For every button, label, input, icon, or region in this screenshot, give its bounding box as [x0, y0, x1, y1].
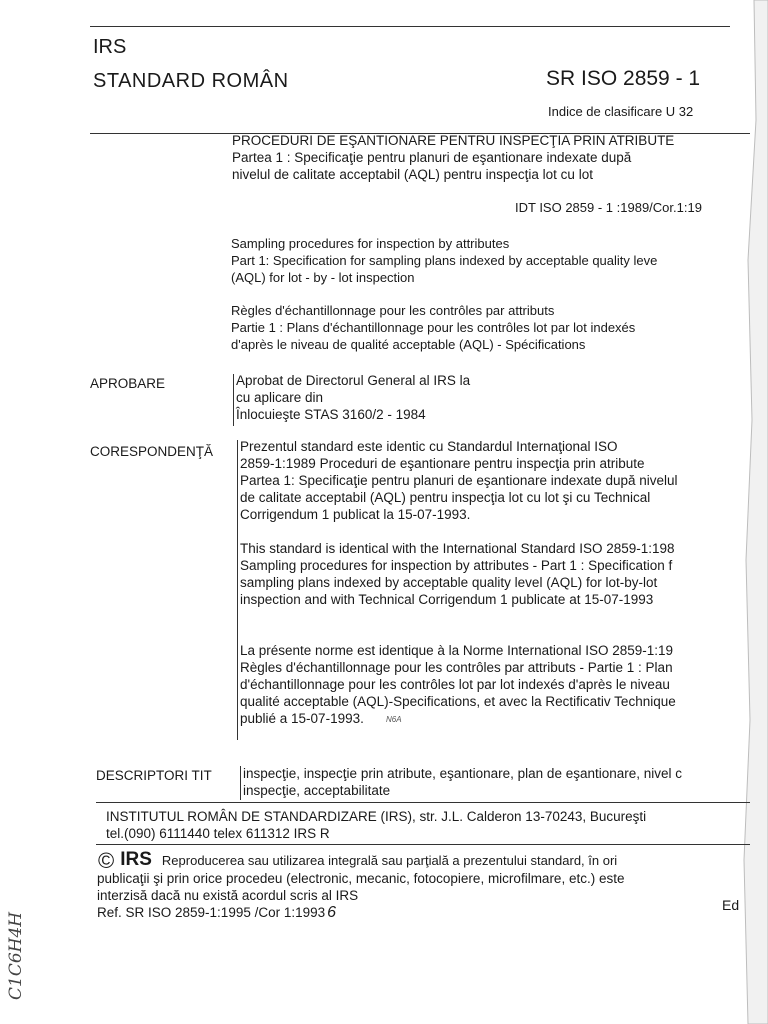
coresp-fr-line: publié a 15-07-1993. — [240, 711, 364, 726]
descriptori-text — [243, 765, 682, 799]
coresp-en-line: sampling plans indexed by acceptable quality level (AQL) for lot-by-lot — [240, 575, 658, 590]
coresp-en-line: This standard is identical with the International Standard ISO 2859-1:198 — [240, 541, 675, 556]
title-ro-line: Partea 1 : Specificaţie pentru planuri de eşantionare indexate după — [232, 150, 632, 165]
corespondenta-divider — [237, 440, 238, 740]
title-fr-line: Partie 1 : Plans d'échantillonnage pour les contrôles lot par lot indexés — [231, 320, 636, 335]
copyright-irs: IRS — [120, 849, 152, 870]
coresp-ro-line: 2859-1:1989 Proceduri de eşantionare pentru inspecţia prin atribute — [240, 456, 645, 471]
title-en-line: (AQL) for lot - by - lot inspection — [231, 270, 415, 285]
coresp-fr-line: qualité acceptable (AQL)-Specifications, et avec la Rectificativ Technique — [240, 694, 676, 709]
title-en-line: Sampling procedures for inspection by attributes — [231, 236, 510, 251]
descriptori-line: inspecţie, inspecţie prin atribute, eşantionare, plan de eşantionare, nivel c — [243, 766, 683, 781]
aprobare-line: cu aplicare din — [236, 390, 324, 405]
title-fr-line: Règles d'échantillonnage pour les contrôles par attributs — [231, 303, 555, 318]
reference-line — [97, 904, 624, 921]
title-ro-line: PROCEDURI DE EŞANTIONARE PENTRU INSPECŢIA PRIN ATRIBUTE — [232, 133, 675, 148]
title-romanian — [232, 132, 674, 183]
aprobare-label: APROBARE — [90, 376, 166, 391]
irs-heading: IRS — [93, 36, 127, 58]
classification-index: Indice de clasificare U 32 — [548, 104, 694, 119]
title-french — [231, 302, 635, 353]
handwritten-note: N6A — [386, 715, 402, 724]
aprobare-line: Aprobat de Directorul General al IRS la — [236, 373, 471, 388]
coresp-fr-line: Règles d'échantillonnage pour les contrôles par attributs - Partie 1 : Plan — [240, 660, 673, 675]
title-en-line: Part 1: Specification for sampling plans indexed by acceptable quality leve — [231, 253, 658, 268]
coresp-ro-line: de calitate acceptabil (AQL) pentru inspecţia lot cu lot şi cu Technical — [240, 490, 651, 505]
edition-label: Ed — [722, 897, 740, 913]
coresp-en-line: inspection and with Technical Corrigendum 1 publicate at 15-07-1993 — [240, 592, 654, 607]
torn-paper-edge — [728, 0, 768, 1024]
copyright-continuation — [97, 870, 624, 921]
standard-number: SR ISO 2859 - 1 — [546, 67, 701, 90]
coresp-ro-line: Prezentul standard este identic cu Standardul Internaţional ISO — [240, 439, 618, 454]
corespondenta-text — [240, 438, 678, 744]
title-fr-line: d'après le niveau de qualité acceptable (AQL) - Spécifications — [231, 337, 586, 352]
aprobare-divider — [233, 374, 234, 426]
title-english — [231, 235, 657, 286]
coresp-ro-line: Corrigendum 1 publicat la 15-07-1993. — [240, 507, 471, 522]
aprobare-text — [236, 372, 470, 423]
copyright-line2: publicaţii şi prin orice procedeu (electronic, mecanic, fotocopiere, microfilmare, etc.) este — [97, 871, 625, 886]
coresp-ro-line: Partea 1: Specificaţie pentru planuri de eşantionare indexate după nivelul — [240, 473, 678, 488]
standard-roman-heading: STANDARD ROMÂN — [93, 70, 289, 92]
institut-rule — [96, 844, 750, 845]
descriptori-label: DESCRIPTORI TIT — [96, 768, 212, 783]
institut-address: INSTITUTUL ROMÂN DE STANDARDIZARE (IRS), str. J.L. Calderon 13-70243, Bucureşti — [106, 809, 647, 824]
coresp-en-line: Sampling procedures for inspection by attributes - Part 1 : Specification f — [240, 558, 673, 573]
institut-contact: tel.(090) 6111440 telex 611312 IRS R — [106, 826, 330, 841]
corespondenta-ro — [240, 438, 678, 523]
descr-rule — [96, 802, 750, 803]
corespondenta-fr — [240, 642, 678, 727]
coresp-fr-line: La présente norme est identique à la Norme International ISO 2859-1:19 — [240, 643, 674, 658]
reference-text: Ref. SR ISO 2859-1:1995 /Cor 1:1993 — [97, 905, 326, 920]
coresp-fr-line: d'échantillonnage pour les contrôles lot par lot indexés d'après le niveau — [240, 677, 670, 692]
copyright-icon: © — [98, 848, 115, 873]
title-ro-line: nivelul de calitate acceptabil (AQL) pentru inspecţia lot cu lot — [232, 167, 593, 182]
corespondenta-en — [240, 540, 678, 608]
side-stamp: C1C6H4H — [6, 911, 26, 1000]
idt-reference: IDT ISO 2859 - 1 :1989/Cor.1:19 — [515, 200, 702, 215]
copyright-line3: interzisă dacă nu există acordul scris al IRS — [97, 888, 359, 903]
corespondenta-label: CORESPONDENŢĂ — [90, 444, 214, 459]
copyright-line1: Reproducerea sau utilizarea integrală sau parţială a prezentului standard, în ori — [161, 853, 618, 868]
descr-divider — [240, 766, 241, 800]
top-rule — [90, 26, 730, 27]
reference-handwritten: 6 — [327, 904, 337, 921]
aprobare-line: Înlocuieşte STAS 3160/2 - 1984 — [236, 407, 426, 422]
institut-info — [106, 808, 646, 842]
descriptori-line: inspecţie, acceptabilitate — [243, 783, 391, 798]
